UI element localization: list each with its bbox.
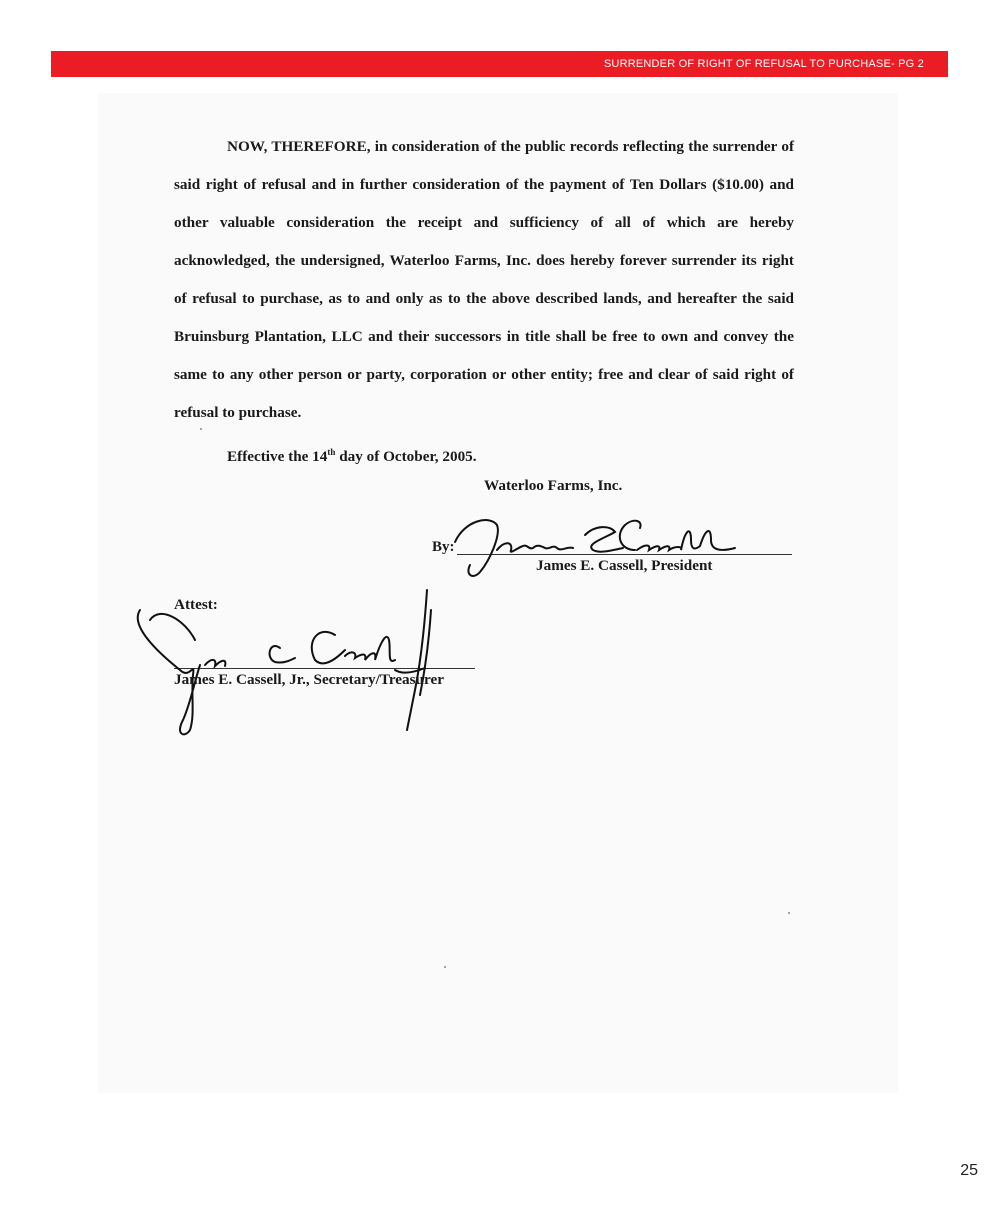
header-bar [51, 51, 948, 77]
company-name: Waterloo Farms, Inc. [484, 477, 623, 494]
president-label: James E. Cassell, President [536, 557, 713, 574]
scan-speck [200, 428, 202, 430]
body-paragraph [174, 128, 794, 432]
by-label: By: [432, 539, 455, 555]
secretary-label: James E. Cassell, Jr., Secretary/Treasurer [174, 671, 444, 688]
header-title: SURRENDER OF RIGHT OF REFUSAL TO PURCHASE- PG 2 [603, 58, 924, 70]
scan-speck [788, 912, 790, 914]
paragraph-text: NOW, THEREFORE, in consideration of the public records reflecting the surrender of said right of refusal and in further consideration of the payment of Ten Dollars ($10.00) and other valuable consideration the receipt and sufficiency of all of which are hereby acknowledged, the undersigned, Waterloo Farms, Inc. does hereby forever surrender its right of refusal to purchase, as to and only as to the above described lands, and hereafter the said Bruinsburg Plantation, LLC and their successors in title shall be free to own and convey the same to any other person or party, corporation or other entity; free and clear of said right of refusal to purchase. [174, 138, 794, 421]
attest-label: Attest: [174, 596, 218, 613]
scan-speck [444, 966, 446, 968]
page-number: 25 [960, 1162, 978, 1179]
secretary-signature [125, 580, 445, 740]
effective-date: Effective the 14th day of October, 2005. [227, 447, 477, 466]
